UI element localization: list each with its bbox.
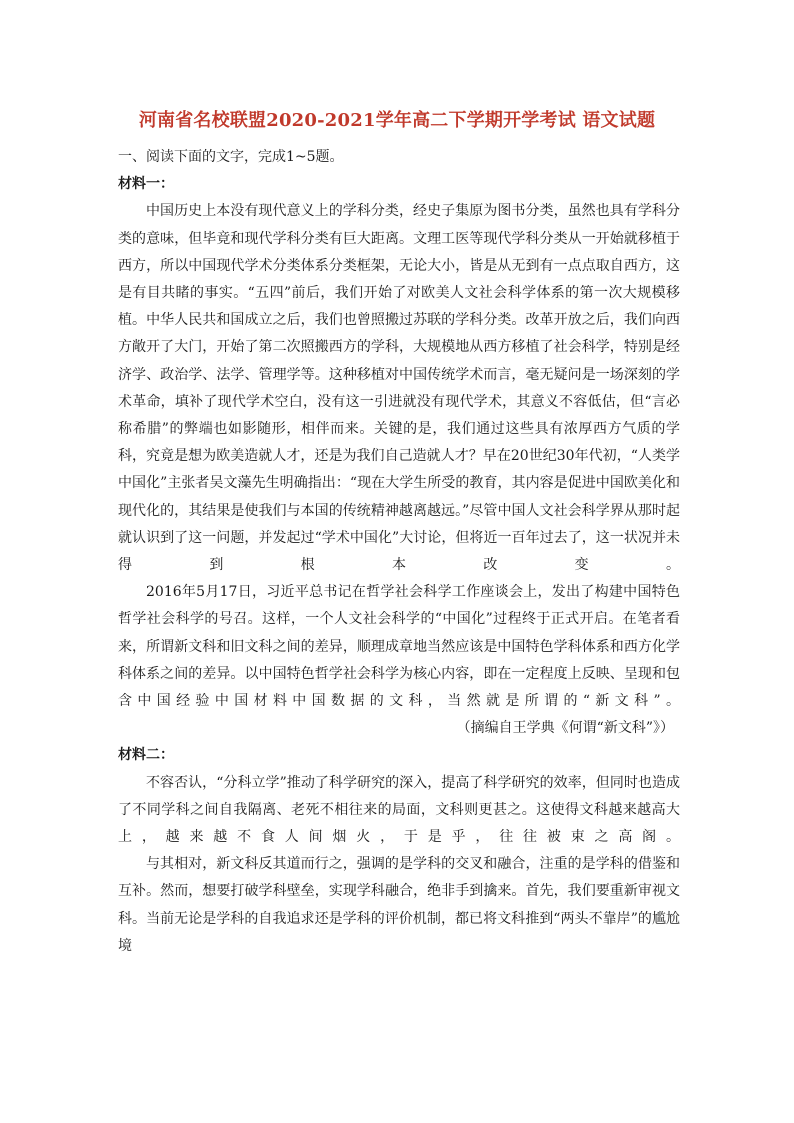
material-two-heading: 材料二： <box>118 747 174 764</box>
material-one-source: （摘编自王学典《何谓“新文科”》） <box>456 720 674 737</box>
material-one-paragraph: 中国历史上本没有现代意义上的学科分类，经史子集原为图书分类，虽然也具有学科分类的意味，但毕竟和现代学科分类有巨大距离。文理工医等现代学科分类从一开始就移植于西方，所以中国现代学术分类体系分类框架，无论大小，皆是从无到有一点点取自西方，这是有目共睹的事实。“五四”前后，我们开始了对欧美人文社会科学体系的第一次大规模移植。中华人民共和国成立之后，我们也曾照搬过苏联的学科分类。改革开放之后，我们向西方敞开了大门，开始了第二次照搬西方的学科，大规模地从西方移植了社会科学，特别是经济学、政治学、法学、管理学等。这种移植对中国传统学术而言，毫无疑问是一场深刻的学术革命，填补了现代学术空白，没有这一引进就没有现代学术，其意义不容低估，但“言必称希腊”的弊端也如影随形，相伴而来。关键的是，我们通过这些具有浓厚西方气质的学科，究竟是想为欧美造就人才，还是为我们自己造就人才？早在20世纪30年代初，“人类学中国化”主张者吴文藻先生明确指出：“现在大学生所受的教育，其内容是促进中国欧美化和现代化的，其结果是使我们与本国的传统精神越离越远。”尽管中国人文社会科学界从那时起就认识到了这一问题，并发起过“学术中国化”大讨论，但将近一百年过去了，这一状况并未得到根本改变。 <box>118 203 680 574</box>
document-title: 河南省名校联盟2020-2021学年高二下学期开学考试 语文试题 <box>138 110 656 131</box>
material-one-paragraph: 2016年5月17日，习近平总书记在哲学社会科学工作座谈会上，发出了构建中国特色哲学社会科学的号召。这样，一个人文社会科学的“中国化”过程终于正式开启。在笔者看来，所谓新文科和旧文科之间的差异，顺理成章地当然应该是中国特色学科体系和西方化学科体系之间的差异。以中国特色哲学社会科学为核心内容，即在一定程度上反映、呈现和包含中国经验中国材料中国数据的文科，当然就是所谓的“新文科”。 <box>118 584 680 710</box>
document-body <box>118 144 680 960</box>
material-one-heading: 材料一： <box>118 176 174 193</box>
material-two-paragraph: 与其相对，新文科反其道而行之，强调的是学科的交叉和融合，注重的是学科的借鉴和互补。然而，想要打破学科壁垒，实现学科融合，绝非手到擒来。首先，我们要重新审视文科。当前无论是学科的自我追求还是学科的评价机制，都已将文科推到“两头不靠岸”的尴尬境 <box>118 856 680 954</box>
material-two-paragraph: 不容否认，“分科立学”推动了科学研究的深入，提高了科学研究的效率，但同时也造成了不同学科之间自我隔离、老死不相往来的局面，文科则更甚之。这使得文科越来越高大上，越来越不食人间烟火，于是乎，往往被束之高阁。 <box>118 774 680 846</box>
question-instruction: 一、阅读下面的文字，完成1~5题。 <box>118 149 344 165</box>
